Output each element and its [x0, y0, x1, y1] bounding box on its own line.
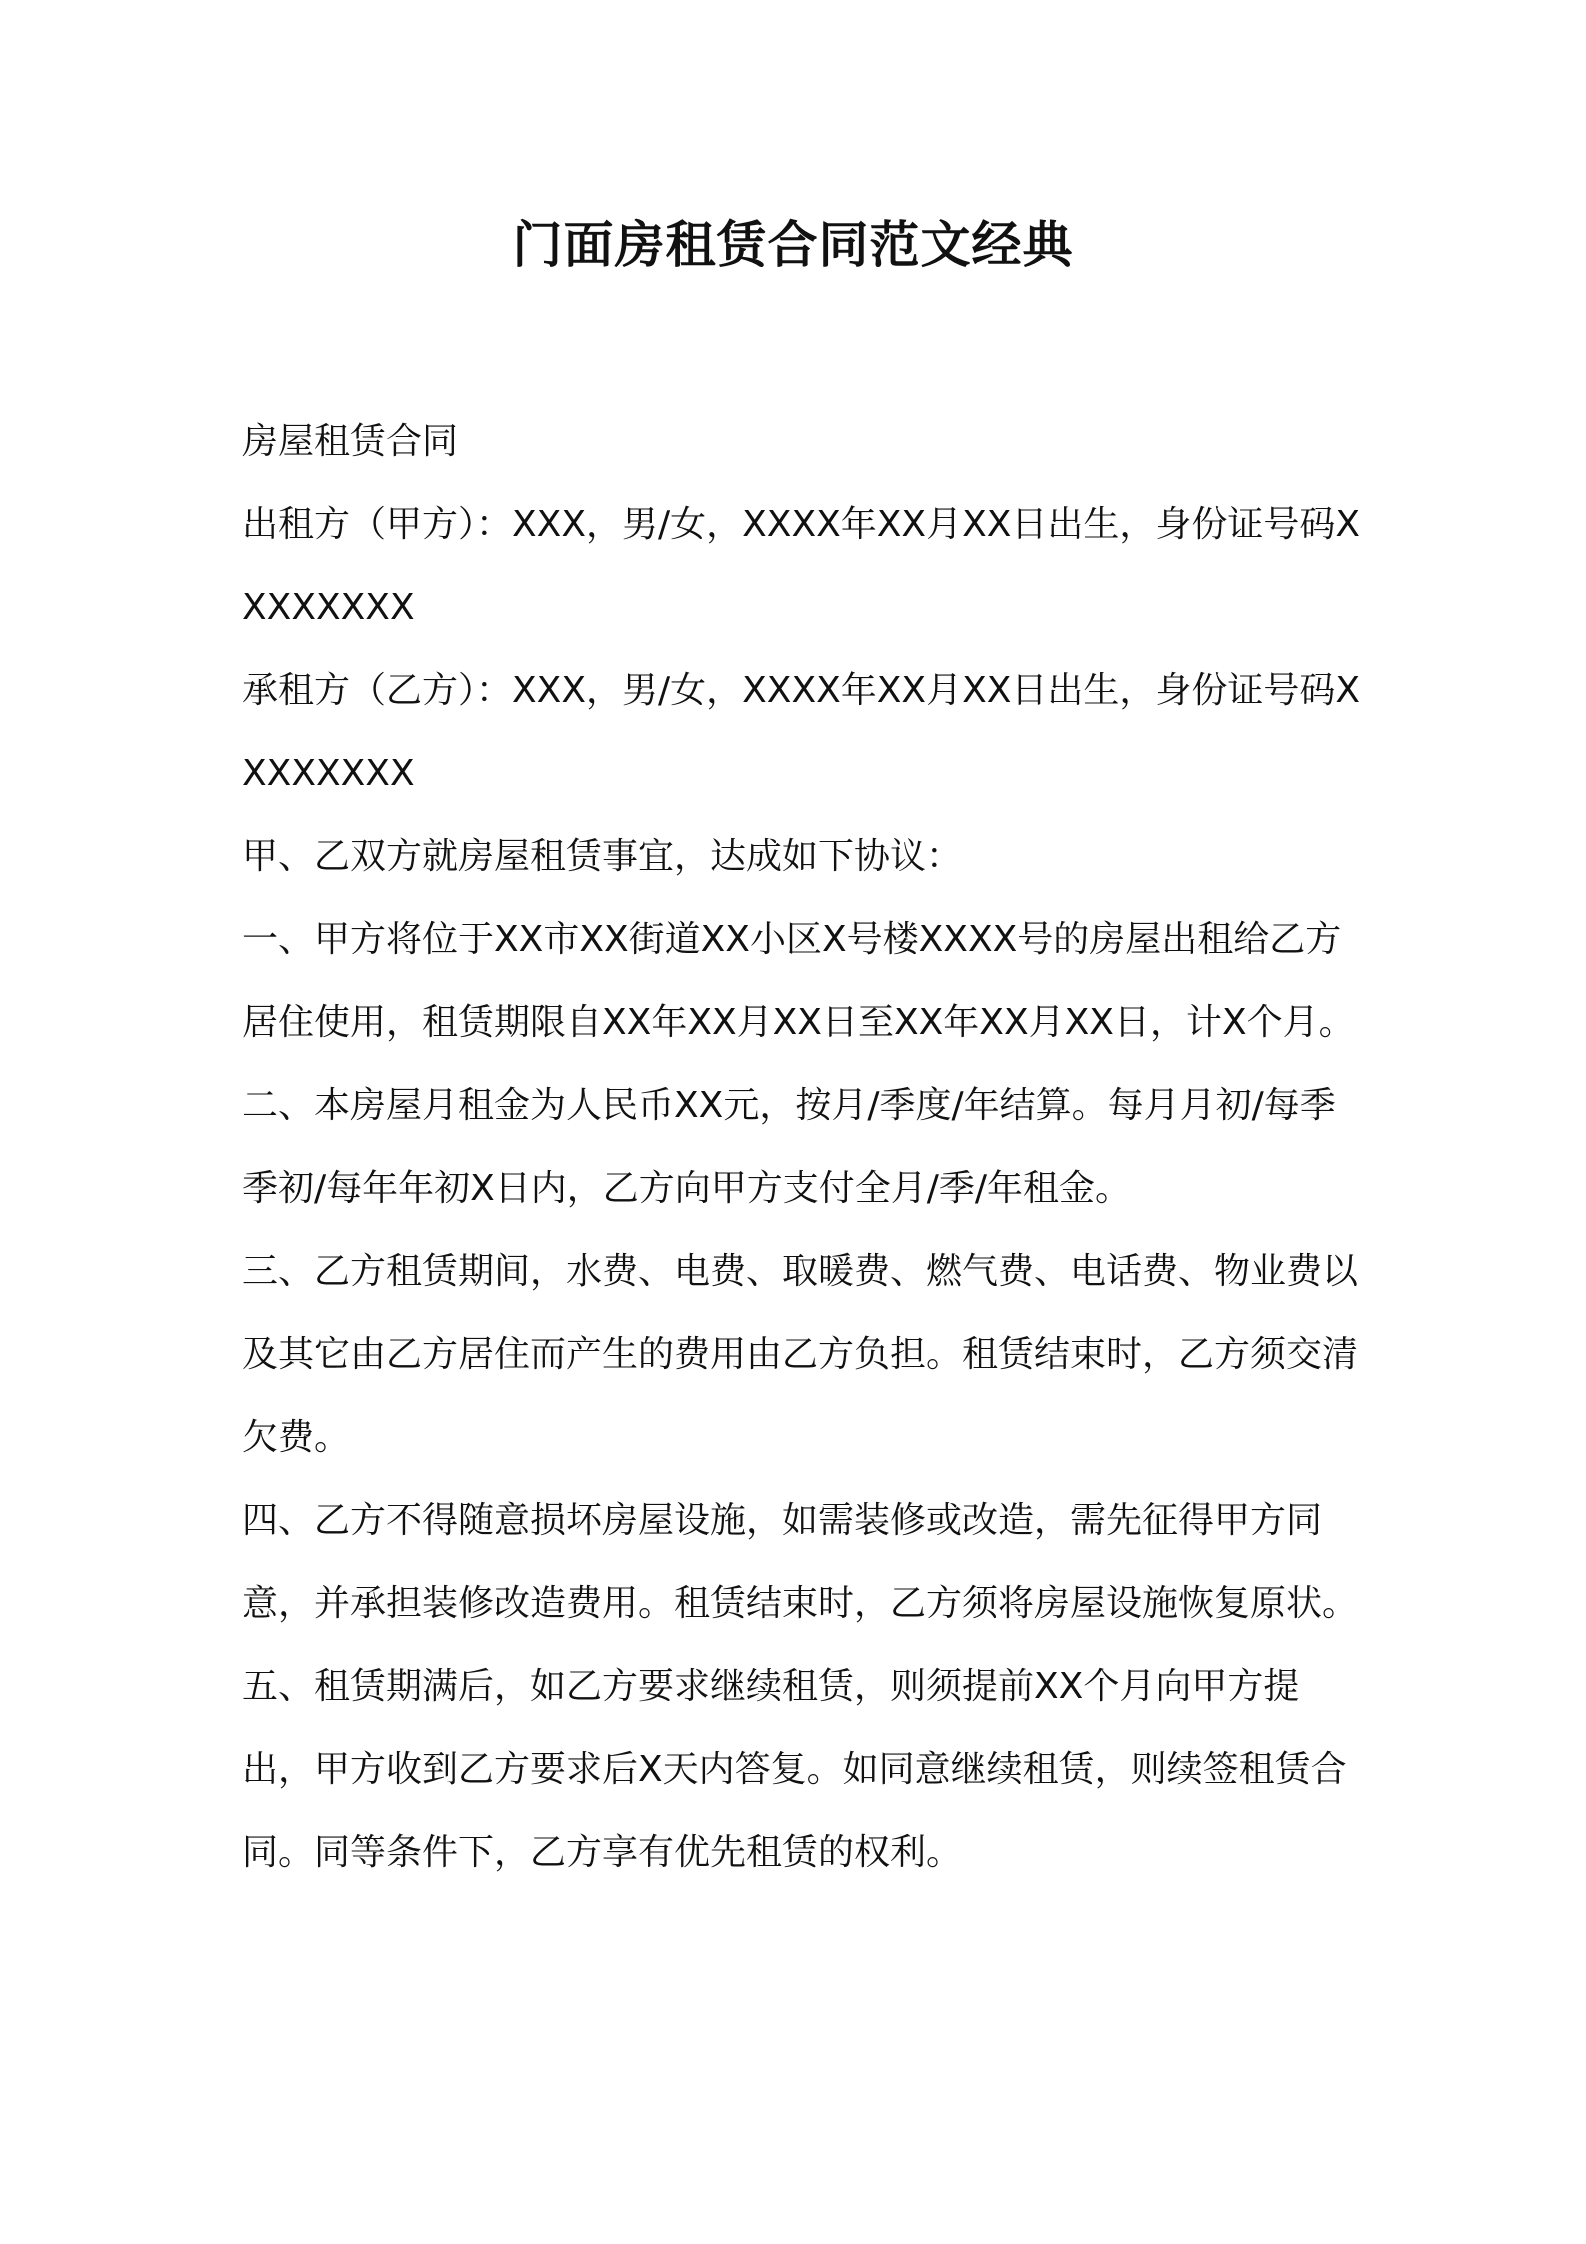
- document-title: 门面房租赁合同范文经典: [512, 216, 1074, 274]
- document-body: [242, 400, 1362, 1894]
- agreement-intro: 甲、乙双方就房屋租赁事宜，达成如下协议：: [242, 836, 963, 877]
- clause-2: 二、本房屋月租金为人民币XX元，按月/季度/年结算。每月月初/每季季初/每年年初X日内，乙方向甲方支付全月/季/年租金。: [242, 1085, 1336, 1209]
- clause-4: 四、乙方不得随意损坏房屋设施，如需装修或改造，需先征得甲方同意，并承担装修改造费用。租赁结束时，乙方须将房屋设施恢复原状。: [242, 1500, 1359, 1624]
- clause-5: 五、租赁期满后，如乙方要求继续租赁，则须提前XX个月向甲方提出，甲方收到乙方要求后X天内答复。如同意继续租赁，则续签租赁合同。同等条件下，乙方享有优先租赁的权利。: [242, 1666, 1347, 1873]
- party-a-info: 出租方（甲方）：XXX，男/女，XXXX年XX月XX日出生，身份证号码XXXXXXXX: [242, 504, 1361, 628]
- section-heading: 房屋租赁合同: [242, 421, 459, 462]
- clause-3: 三、乙方租赁期间，水费、电费、取暖费、燃气费、电话费、物业费以及其它由乙方居住而产生的费用由乙方负担。租赁结束时，乙方须交清欠费。: [242, 1251, 1359, 1458]
- party-b-info: 承租方（乙方）：XXX，男/女，XXXX年XX月XX日出生，身份证号码XXXXXXXX: [242, 670, 1361, 794]
- clause-1: 一、甲方将位于XX市XX街道XX小区X号楼XXXX号的房屋出租给乙方居住使用，租赁期限自XX年XX月XX日至XX年XX月XX日，计X个月。: [242, 919, 1355, 1043]
